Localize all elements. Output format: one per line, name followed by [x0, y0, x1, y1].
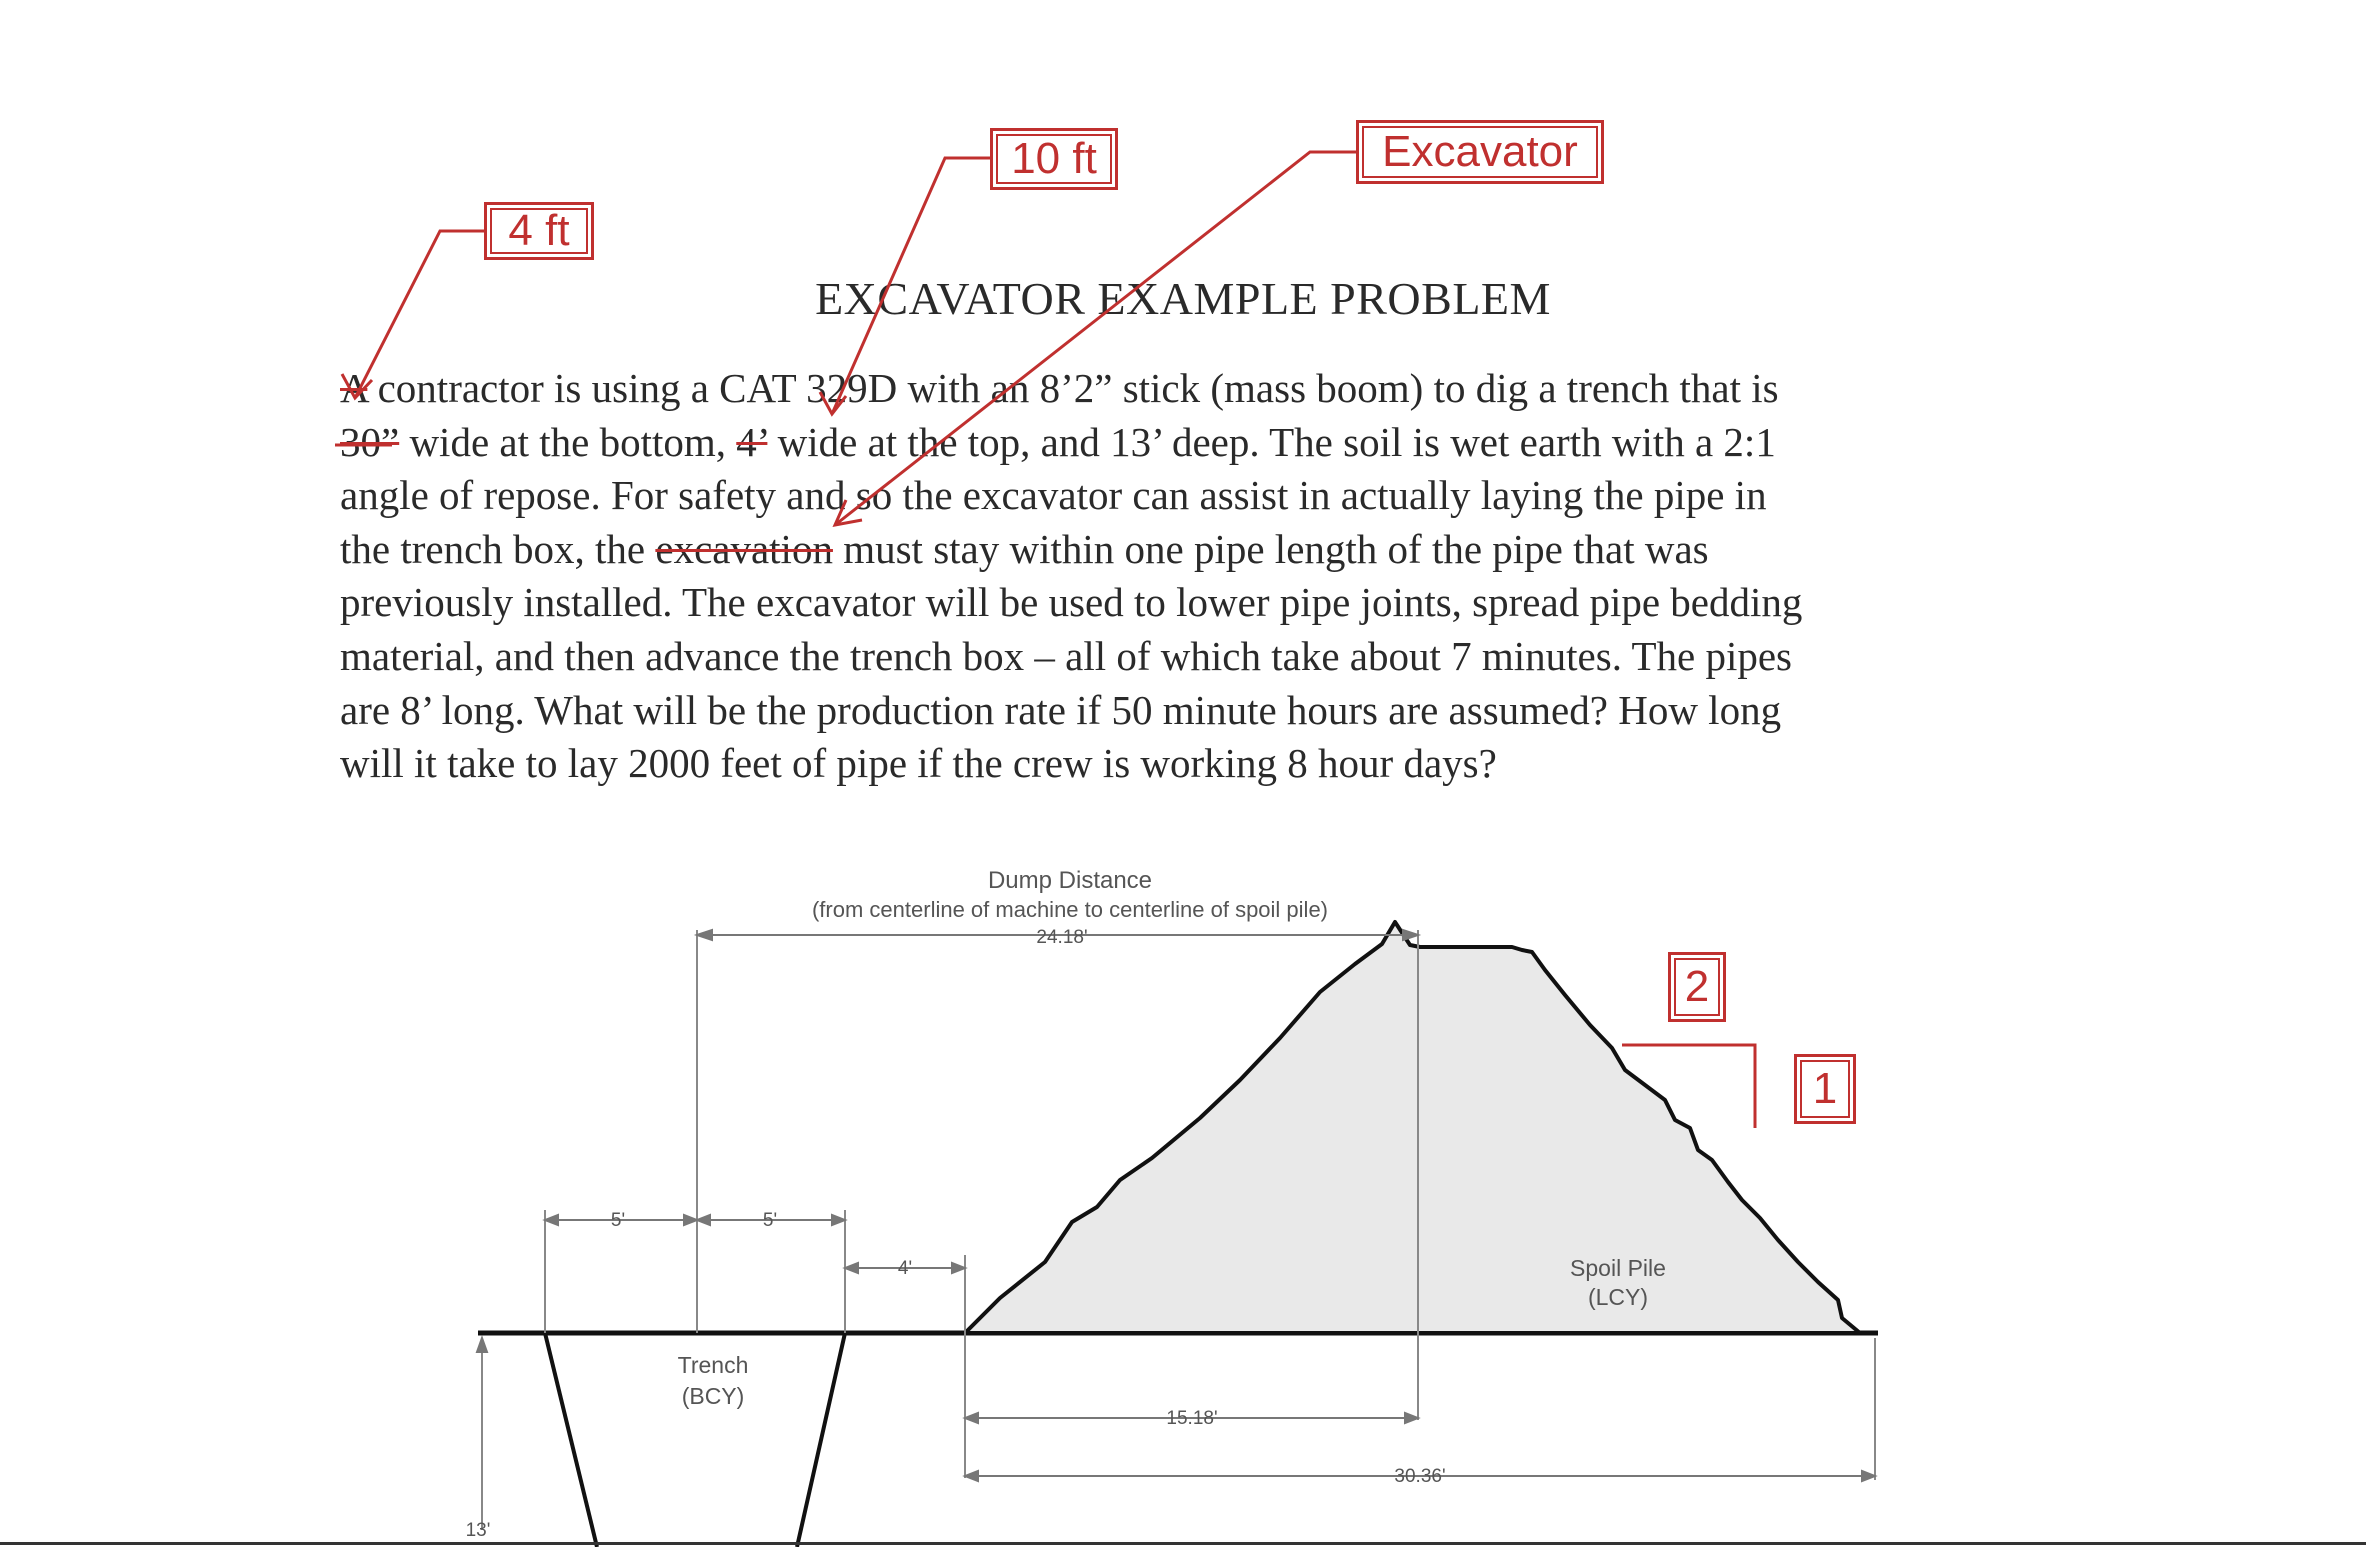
leader-excavator: [835, 152, 1358, 525]
trench-unit: (BCY): [681, 1383, 745, 1409]
callout-excavator: Excavator: [1356, 120, 1604, 184]
slope-run-box: 1: [1794, 1054, 1856, 1124]
leader-4ft-arrowhead: [342, 374, 372, 398]
dim-30-36-label: 30.36': [1394, 1466, 1446, 1487]
page-title: EXCAVATOR EXAMPLE PROBLEM: [815, 273, 1551, 324]
struck-word: 4’: [736, 418, 768, 465]
dim-4-label: 4': [897, 1258, 913, 1279]
struck-word: A: [340, 365, 368, 411]
problem-line-2: 30” wide at the bottom, 4’ wide at the top, and 13’ deep. The soil is wet earth with a 2:1: [340, 418, 1776, 465]
callout-4ft: 4 ft: [484, 202, 594, 260]
depth-13-label: 13': [465, 1520, 491, 1541]
problem-line-5: previously installed. The excavator will be used to lower pipe joints, spread pipe bedding: [340, 579, 1803, 626]
problem-line-6: material, and then advance the trench box – all of which take about 7 minutes. The pipes: [340, 632, 1792, 679]
dump-distance-label: Dump Distance: [987, 867, 1153, 894]
problem-line-4: the trench box, the excavation must stay within one pipe length of the pipe that was: [340, 525, 1709, 572]
leader-10ft-arrowhead: [820, 392, 846, 414]
leader-10ft: [832, 158, 992, 414]
problem-line-8: will it take to lay 2000 feet of pipe if the crew is working 8 hour days?: [340, 740, 1497, 787]
trench-label: Trench: [677, 1352, 749, 1378]
dump-distance-sub: (from centerline of machine to centerline of spoil pile): [811, 897, 1329, 922]
trench-wall-left: [545, 1333, 597, 1547]
struck-word: 30”: [340, 418, 400, 465]
dim-5a-label: 5': [610, 1210, 626, 1231]
bottom-divider: [0, 1542, 2366, 1545]
spoil-unit: (LCY): [1587, 1284, 1649, 1310]
dim-5b-label: 5': [762, 1210, 778, 1231]
callout-10ft: 10 ft: [990, 128, 1118, 190]
leader-4ft: [355, 231, 486, 398]
slope-rise-box: 2: [1668, 952, 1726, 1022]
dim-15-18-label: 15.18': [1166, 1408, 1218, 1429]
problem-line-1: A contractor is using a CAT 329D with an 8’2” stick (mass boom) to dig a trench that is: [340, 365, 1779, 411]
struck-word: excavation: [655, 525, 833, 572]
problem-line-7: are 8’ long. What will be the production rate if 50 minute hours are assumed? How long: [340, 686, 1782, 733]
spoil-label: Spoil Pile: [1570, 1255, 1666, 1281]
dump-distance-value: 24.18': [1036, 927, 1088, 948]
problem-line-3: angle of repose. For safety and so the excavator can assist in actually laying the pipe in: [340, 472, 1767, 519]
trench-wall-right: [797, 1333, 845, 1547]
